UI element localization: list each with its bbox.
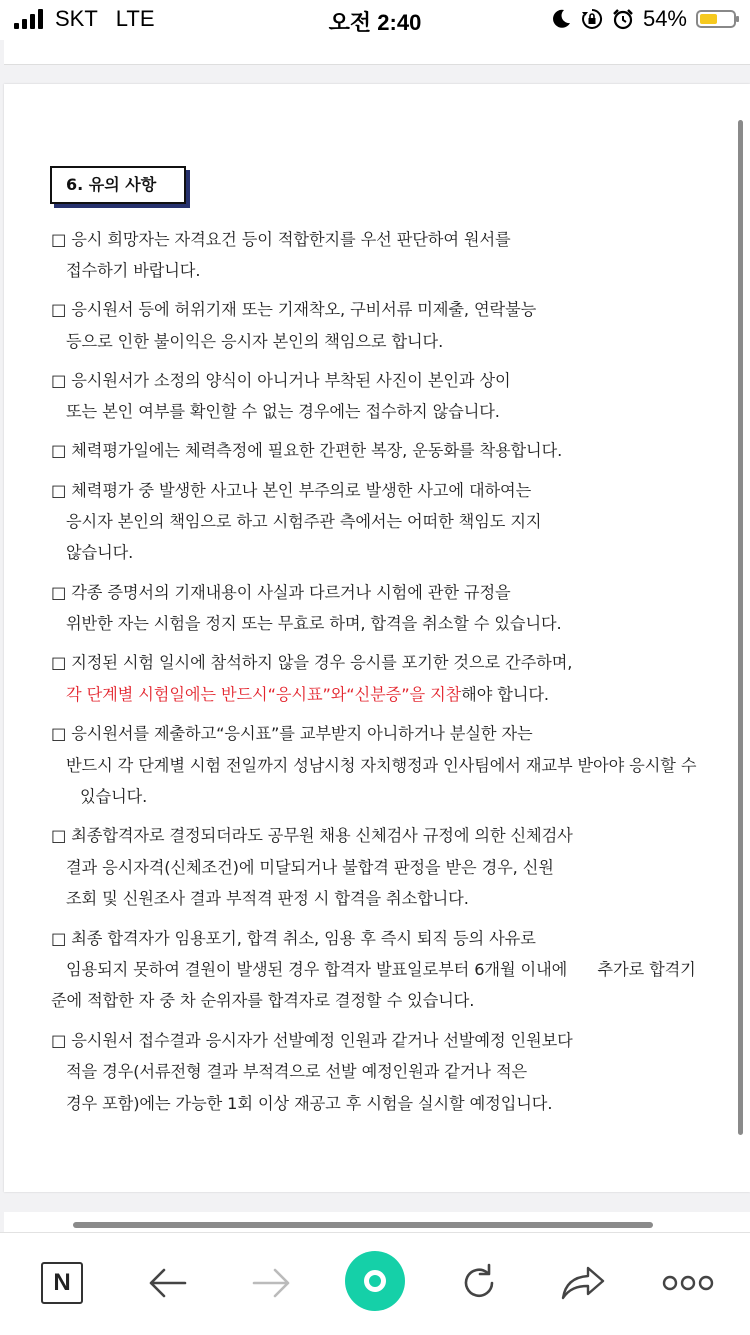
notice-line: □ 최종 합격자가 임용포기, 합격 취소, 임용 후 즉시 퇴직 등의 사유로	[51, 929, 536, 948]
arrow-left-icon	[147, 1267, 187, 1299]
red-notice-text: 각 단계별 시험일에는 반드시“응시표”와“신분증”을 지참	[66, 685, 462, 704]
notice-line: 경우 포함)에는 가능한 1회 이상 재공고 후 시험을 실시할 예정입니다.	[66, 1094, 553, 1113]
notice-line: 준에 적합한 자 중 차 순위자를 합격자로 결정할 수 있습니다.	[51, 991, 475, 1010]
alarm-icon	[612, 8, 634, 30]
share-button[interactable]	[553, 1253, 613, 1313]
notice-line-red	[66, 684, 549, 706]
notice-line: □ 응시원서가 소정의 양식이 아니거나 부착된 사진이 본인과 상이	[51, 371, 511, 390]
notice-line: 위반한 자는 시험을 정지 또는 무효로 하며, 합격을 취소할 수 있습니다.	[66, 614, 562, 633]
browser-toolbar	[0, 1232, 750, 1335]
share-icon	[560, 1264, 606, 1302]
notice-line: □ 응시원서 접수결과 응시자가 선발예정 인원과 같거나 선발예정 인원보다	[51, 1031, 573, 1050]
notice-line: 조회 및 신원조사 결과 부적격 판정 시 합격을 취소합니다.	[66, 889, 469, 908]
notice-line: 또는 본인 여부를 확인할 수 없는 경우에는 접수하지 않습니다.	[66, 402, 500, 421]
status-bar	[0, 0, 750, 40]
more-button[interactable]	[658, 1253, 718, 1313]
notice-line: 응시자 본인의 책임으로 하고 시험주관 측에서는 어떠한 책임도 지지	[66, 512, 542, 531]
notice-line: □ 체력평가 중 발생한 사고나 본인 부주의로 발생한 사고에 대하여는	[51, 481, 532, 500]
network-label: LTE	[115, 6, 155, 31]
horizontal-scrollbar[interactable]	[73, 1222, 653, 1228]
notice-line: 결과 응시자격(신체조건)에 미달되거나 불합격 판정을 받은 경우, 신원	[66, 858, 554, 877]
notice-line: □ 응시 희망자는 자격요건 등이 적합한지를 우선 판단하여 원서를	[51, 230, 511, 249]
green-dot-icon	[345, 1251, 405, 1311]
notice-line: 않습니다.	[66, 543, 134, 562]
refresh-icon	[459, 1263, 499, 1303]
notice-line: 등으로 인한 불이익은 응시자 본인의 책임으로 합니다.	[66, 332, 444, 351]
notice-line: 적을 경우(서류전형 결과 부적격으로 선발 예정인원과 같거나 적은	[66, 1062, 528, 1081]
battery-icon	[696, 10, 736, 28]
notice-line: 있습니다.	[80, 787, 148, 806]
section-title: 6. 유의 사항	[50, 166, 186, 204]
refresh-button[interactable]	[449, 1253, 509, 1313]
vertical-scrollbar[interactable]	[738, 120, 743, 1135]
notice-line: □ 체력평가일에는 체력측정에 필요한 간편한 복장, 운동화를 착용합니다.	[51, 441, 563, 460]
notice-line: □ 응시원서 등에 허위기재 또는 기재착오, 구비서류 미제출, 연락불능	[51, 300, 537, 319]
naver-logo-icon	[41, 1262, 83, 1304]
green-home-button[interactable]	[345, 1251, 405, 1311]
battery-percent: 54%	[642, 6, 687, 31]
status-time: 오전 2:40	[328, 10, 422, 35]
naver-logo-label: N	[53, 1269, 71, 1296]
naver-home-button[interactable]	[32, 1253, 92, 1313]
notice-line: □ 응시원서를 제출하고“응시표”를 교부받지 아니하거나 분실한 자는	[51, 724, 533, 743]
previous-card	[4, 40, 750, 65]
back-button[interactable]	[137, 1253, 197, 1313]
notice-line: 임용되지 못하여 결원이 발생된 경우 합격자 발표일로부터 6개월 이내에 추가로 합격기	[66, 960, 696, 979]
battery-fill	[700, 14, 717, 24]
notice-line: □ 각종 증명서의 기재내용이 사실과 다르거나 시험에 관한 규정을	[51, 583, 511, 602]
notice-line: □ 최종합격자로 결정되더라도 공무원 채용 신체검사 규정에 의한 신체검사	[51, 826, 573, 845]
more-icon	[662, 1273, 714, 1293]
carrier-label: SKT	[55, 6, 98, 31]
notice-line: □ 지정된 시험 일시에 참석하지 않을 경우 응시를 포기한 것으로 간주하며,	[51, 653, 573, 672]
arrow-right-icon	[252, 1267, 292, 1299]
status-right	[550, 6, 736, 32]
notice-line: 접수하기 바랍니다.	[66, 261, 201, 280]
rotation-lock-icon	[581, 8, 603, 30]
notice-line: 반드시 각 단계별 시험 전일까지 성남시청 자치행정과 인사팀에서 재교부 받아야 응시할 수	[66, 756, 697, 775]
notice-line-tail: 해야 합니다.	[461, 685, 549, 704]
moon-icon	[550, 8, 572, 30]
forward-button[interactable]	[242, 1253, 302, 1313]
